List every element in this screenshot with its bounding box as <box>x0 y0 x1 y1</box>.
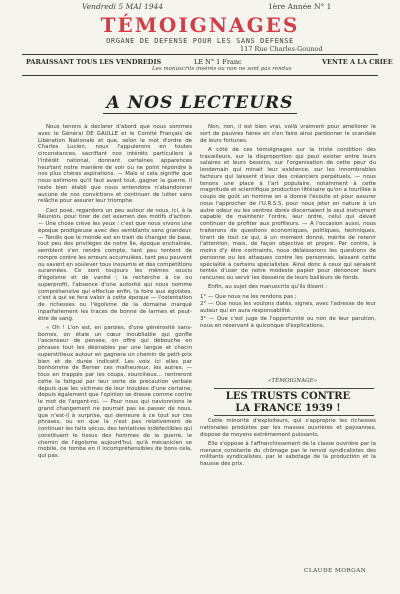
trusts-title-line2: LA FRANCE 1939 ! <box>235 403 341 414</box>
article-column-right <box>200 124 376 340</box>
list-item: 1° — Que nous ne les rendons pas ; <box>200 293 297 300</box>
article-paragraph: Enfin, au sujet des manuscrits qu'ils disent : <box>208 284 328 291</box>
publication-frequency: PARAISSANT TOUS LES VENDREDIS <box>26 58 162 66</box>
sale-mode: VENTE A LA CRIEE <box>322 58 393 66</box>
article-paragraph: Cette minorité d'exploiteurs, qui s'approprie les richesses nationales produites par les masses ouvrières et paysannes, dispose de moyens extrêmement puissants. <box>200 418 376 438</box>
article-title <box>0 93 400 114</box>
trusts-signature: CLAUDE MORGAN <box>304 568 367 574</box>
section-divider <box>214 415 374 416</box>
trusts-title-line1: LES TRUSTS CONTRE <box>225 391 351 402</box>
masthead-title: TÉMOIGNAGES <box>100 13 300 37</box>
list-item: 2° — Que nous les voulons datés, signés, avec l'adresse de leur auteur qui en aura responsabilité. <box>200 301 376 314</box>
article-column-left <box>38 124 192 590</box>
article-paragraph: A côté de ces témoignages sur la triste condition des travailleurs, sur la disproportion qui peut exister entre leurs salaires et leurs besoins, sur l'organisation de cette peur du lendemain qui minait leur existence, sur les innombrables facteurs qui laissent d'eux des créanciers perpétuels, — nous tenons une place à l'art populaire, notamment à cette magnitude et scientifique production littéraire qu'on a tourillée à coups de goût un homme en a donné l'écoute et pour assurer nous l'approcher de l'U.R.S.S. pour nous jeter en nature à un autre odeur ou les ventres dorés discernaient le seul instrument capable de maintenir l'ordre, leur ordre, celui qui devait continuer de profiter aux profiteurs. — A l'occasion aussi, nous traiterons de questions économiques, politiques, techniques, tirant de tout ce qui, à un moment donné, mérite de retenir l'attention, mais, de façon objective et propre. Par contre, à moins d'y être contraints, nous délaisserons les questions de personne ou les attaques contre les personnes, laissant cette spécialité à certains spécialistes. Ainsi donc à ceux qui seraient tentés d'user de notre modeste papier pour dénoncer leurs rancunes ou servir les desseins de leurs bailleurs de fonds. <box>200 146 376 281</box>
list-item: 3° — Que c'est juge de l'opportunité ou non de leur parution, nous en réservant à quiconque d'explications. <box>200 315 376 329</box>
manuscripts-notice: Les manuscrits insérés ou non ne sont pas rendus <box>152 66 292 72</box>
article-paragraph: « Oh ! L'on est, en paroles, d'une générosité sans-bornes, on étale un cœur inoubliable qui gonfle l'ascenseur de pensée, on offre qui débouche en phrases tout les désirables par une langue et chacin superstitieux autour en gagnera un chemin de petit-prix bien et de durée indicatif. Les voix ici elles par bonhomme de Berner ces malheureux, les autres, — tous en trappés par les coups, sourcilieux... rentreront cette la fatigué par leur sorte de précaution verbale depuis que les victimes de leur troubles d'une certaine, depuis également que l'opinion se dresse comme contre le mot de l'argent-roi. — Pour nous qui navionnions le grand changement ne pourrait pas se passer de nous, que n'est-il à surprise, qui demeure à ce tout sur ces phrases, ou en que la n'est pas relativement de continuer les faits vécus, des tentatives indéfectibles qui constituent le tissus des hommes de la guerre, le chemin de l'égoïsme aujourd'hui, qu'à mécanicien se mobile, ce tombe en il incompréhensibles de bons cela, qui pas. <box>38 324 192 459</box>
masthead-subtitle: ORGANE DE DEFENSE POUR LES SANS DEFENSE <box>106 37 294 45</box>
trusts-article-body <box>200 418 376 566</box>
article-paragraph: Elle s'oppose à l'affranchissement de la classe ouvrière par la menace constante du chômage par le renvoi syndicalistes des militants syndicalistes, par le sabotage de la production et la hausse des prix. <box>200 440 376 467</box>
info-bar <box>22 54 393 76</box>
article-signature: «TÉMOIGNAGE» <box>268 378 318 384</box>
publisher-address: 117 Rue Charles-Gounod <box>240 45 323 53</box>
issue-price: LE N° 1 Franc <box>194 58 242 66</box>
article-paragraph: Non, non, il est bien vrai, voilà vraiment pour améliorer le sort de pauvres hères en s'en faire ainsi pardonner le scandale de leurs fortunes. <box>200 124 376 144</box>
issue-number: 1ère Année N° 1 <box>268 2 332 11</box>
article-paragraph: Ceci posé, regardons un peu autour de nous, ici, à la Réunion, pour tirer de cet examen des motifs d'action. — Une chose crève les yeux : c'est que nous vivons une époque prodigieuse avec des semblants sans grandeur. — Tandis que le monde est en train de changer de base, tout peu des privilèges de notre île, époque enchaînée, semblent s'en rendre compte, tant peu tentent de rompre contre les erreurs accumulées, tant peu peuvent ou savent en soulever tous insoumis et des compétitions surannées. Ce sont toujours les mêmes soucis d'égoïsme et de vanité ; la recherche à ce ou superprofit, l'absence d'une autorité qui nous nomme compréhensive qui effectue enfin, la foire aux égoïstes, c'est à qui se fera valoir à cette époque — l'ostentation de richesses ou l'égoïsme de la domaine marqué inparfaitement les traces de bonne de larmes et peut-être de sang. <box>38 207 192 322</box>
section-divider <box>214 388 374 389</box>
article-paragraph: Nous tenons à déclarer d'abord que nous sommes avec le Général DE GAULLE et le Comité Français de Libération Nationale et que, selon le mot d'ordre de Charles Lucien, nous l'appuierons en toutes circonstances, sacrifiant nos intérêts particuliers à l'intérêt national, donnant certaines apparences heurtant notre manière de voir ou ne point répondre à nos plus chères aspirations. — Mais si cela signifie que nous estimons qu'il faut avant tout, gagner la guerre, il reste bien établi que nous entendons n'abandonner aucune de nos convictions et continuer de lutter sans relâche pour assurer leur triomphe. <box>38 124 192 205</box>
issue-date: Vendredi 5 MAI 1944 <box>82 2 164 11</box>
article-title-text: A NOS LECTEURS <box>103 93 298 114</box>
